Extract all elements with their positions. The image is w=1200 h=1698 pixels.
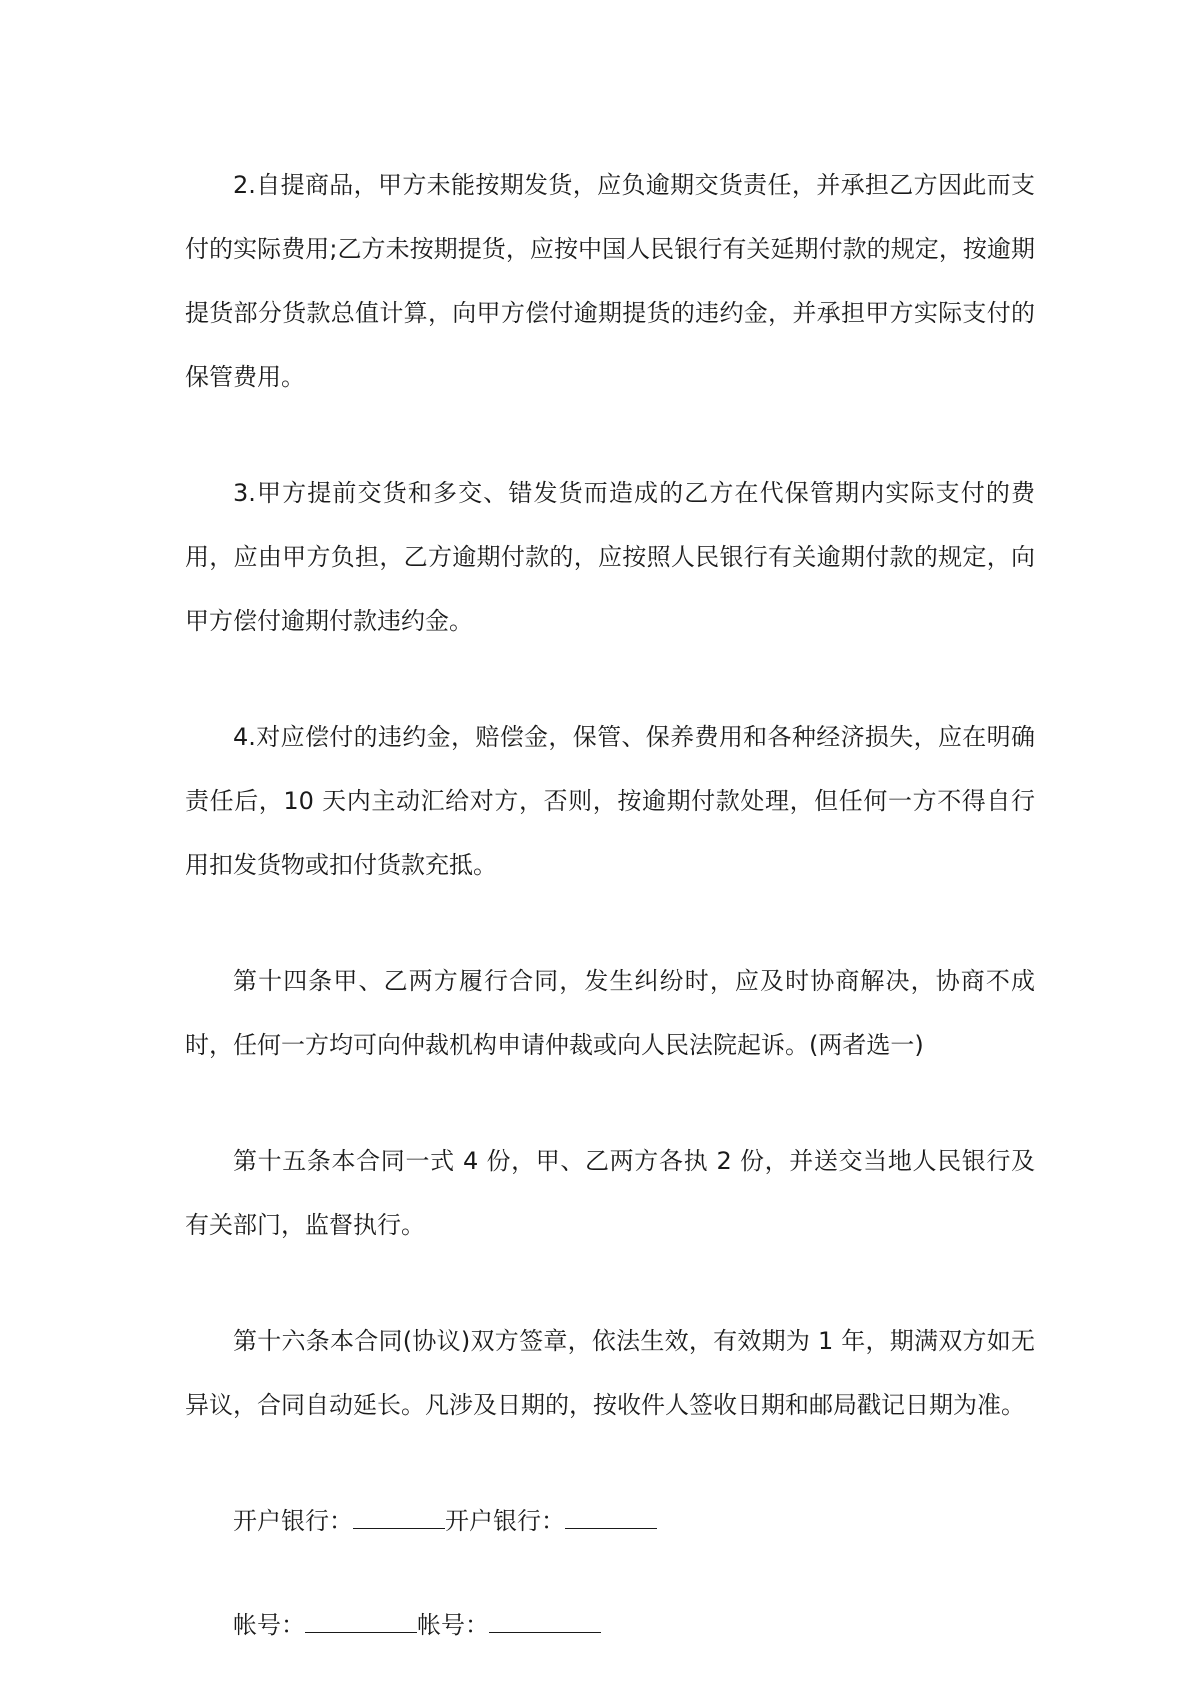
clause-4-penalty-payment: 4.对应偿付的违约金，赔偿金，保管、保养费用和各种经济损失，应在明确责任后，10 天内主动汇给对方，否则，按逾期付款处理，但任何一方不得自行用扣发货物或扣付货款充抵。 [185,723,1035,879]
bank-blank-party-b [565,1506,657,1529]
account-label-party-b: 帐号： [417,1611,489,1639]
article-15-copies: 第十五条本合同一式 4 份，甲、乙两方各执 2 份，并送交当地人民银行及有关部门，监督执行。 [185,1147,1035,1239]
account-blank-party-b [489,1610,601,1633]
bank-blank-party-a [353,1506,445,1529]
clause-3-early-delivery: 3.甲方提前交货和多交、错发货而造成的乙方在代保管期内实际支付的费用，应由甲方负担，乙方逾期付款的，应按照人民银行有关逾期付款的规定，向甲方偿付逾期付款违约金。 [185,479,1035,635]
bank-label-party-a: 开户银行： [233,1507,353,1535]
bank-fields-row [185,1489,1035,1553]
document-body [185,153,1035,1697]
article-16-validity: 第十六条本合同(协议)双方签章，依法生效，有效期为 1 年，期满双方如无异议，合同自动延长。凡涉及日期的，按收件人签收日期和邮局戳记日期为准。 [185,1327,1035,1419]
clause-2-self-pickup: 2.自提商品，甲方未能按期发货，应负逾期交货责任，并承担乙方因此而支付的实际费用;乙方未按期提货，应按中国人民银行有关延期付款的规定，按逾期提货部分货款总值计算，向甲方偿付逾期提货的违约金，并承担甲方实际支付的保管费用。 [185,171,1035,391]
account-label-party-a: 帐号： [233,1611,305,1639]
account-blank-party-a [305,1610,417,1633]
account-fields-row [185,1593,1035,1657]
article-14-dispute: 第十四条甲、乙两方履行合同，发生纠纷时，应及时协商解决，协商不成时，任何一方均可向仲裁机构申请仲裁或向人民法院起诉。(两者选一) [185,967,1035,1059]
bank-label-party-b: 开户银行： [445,1507,565,1535]
